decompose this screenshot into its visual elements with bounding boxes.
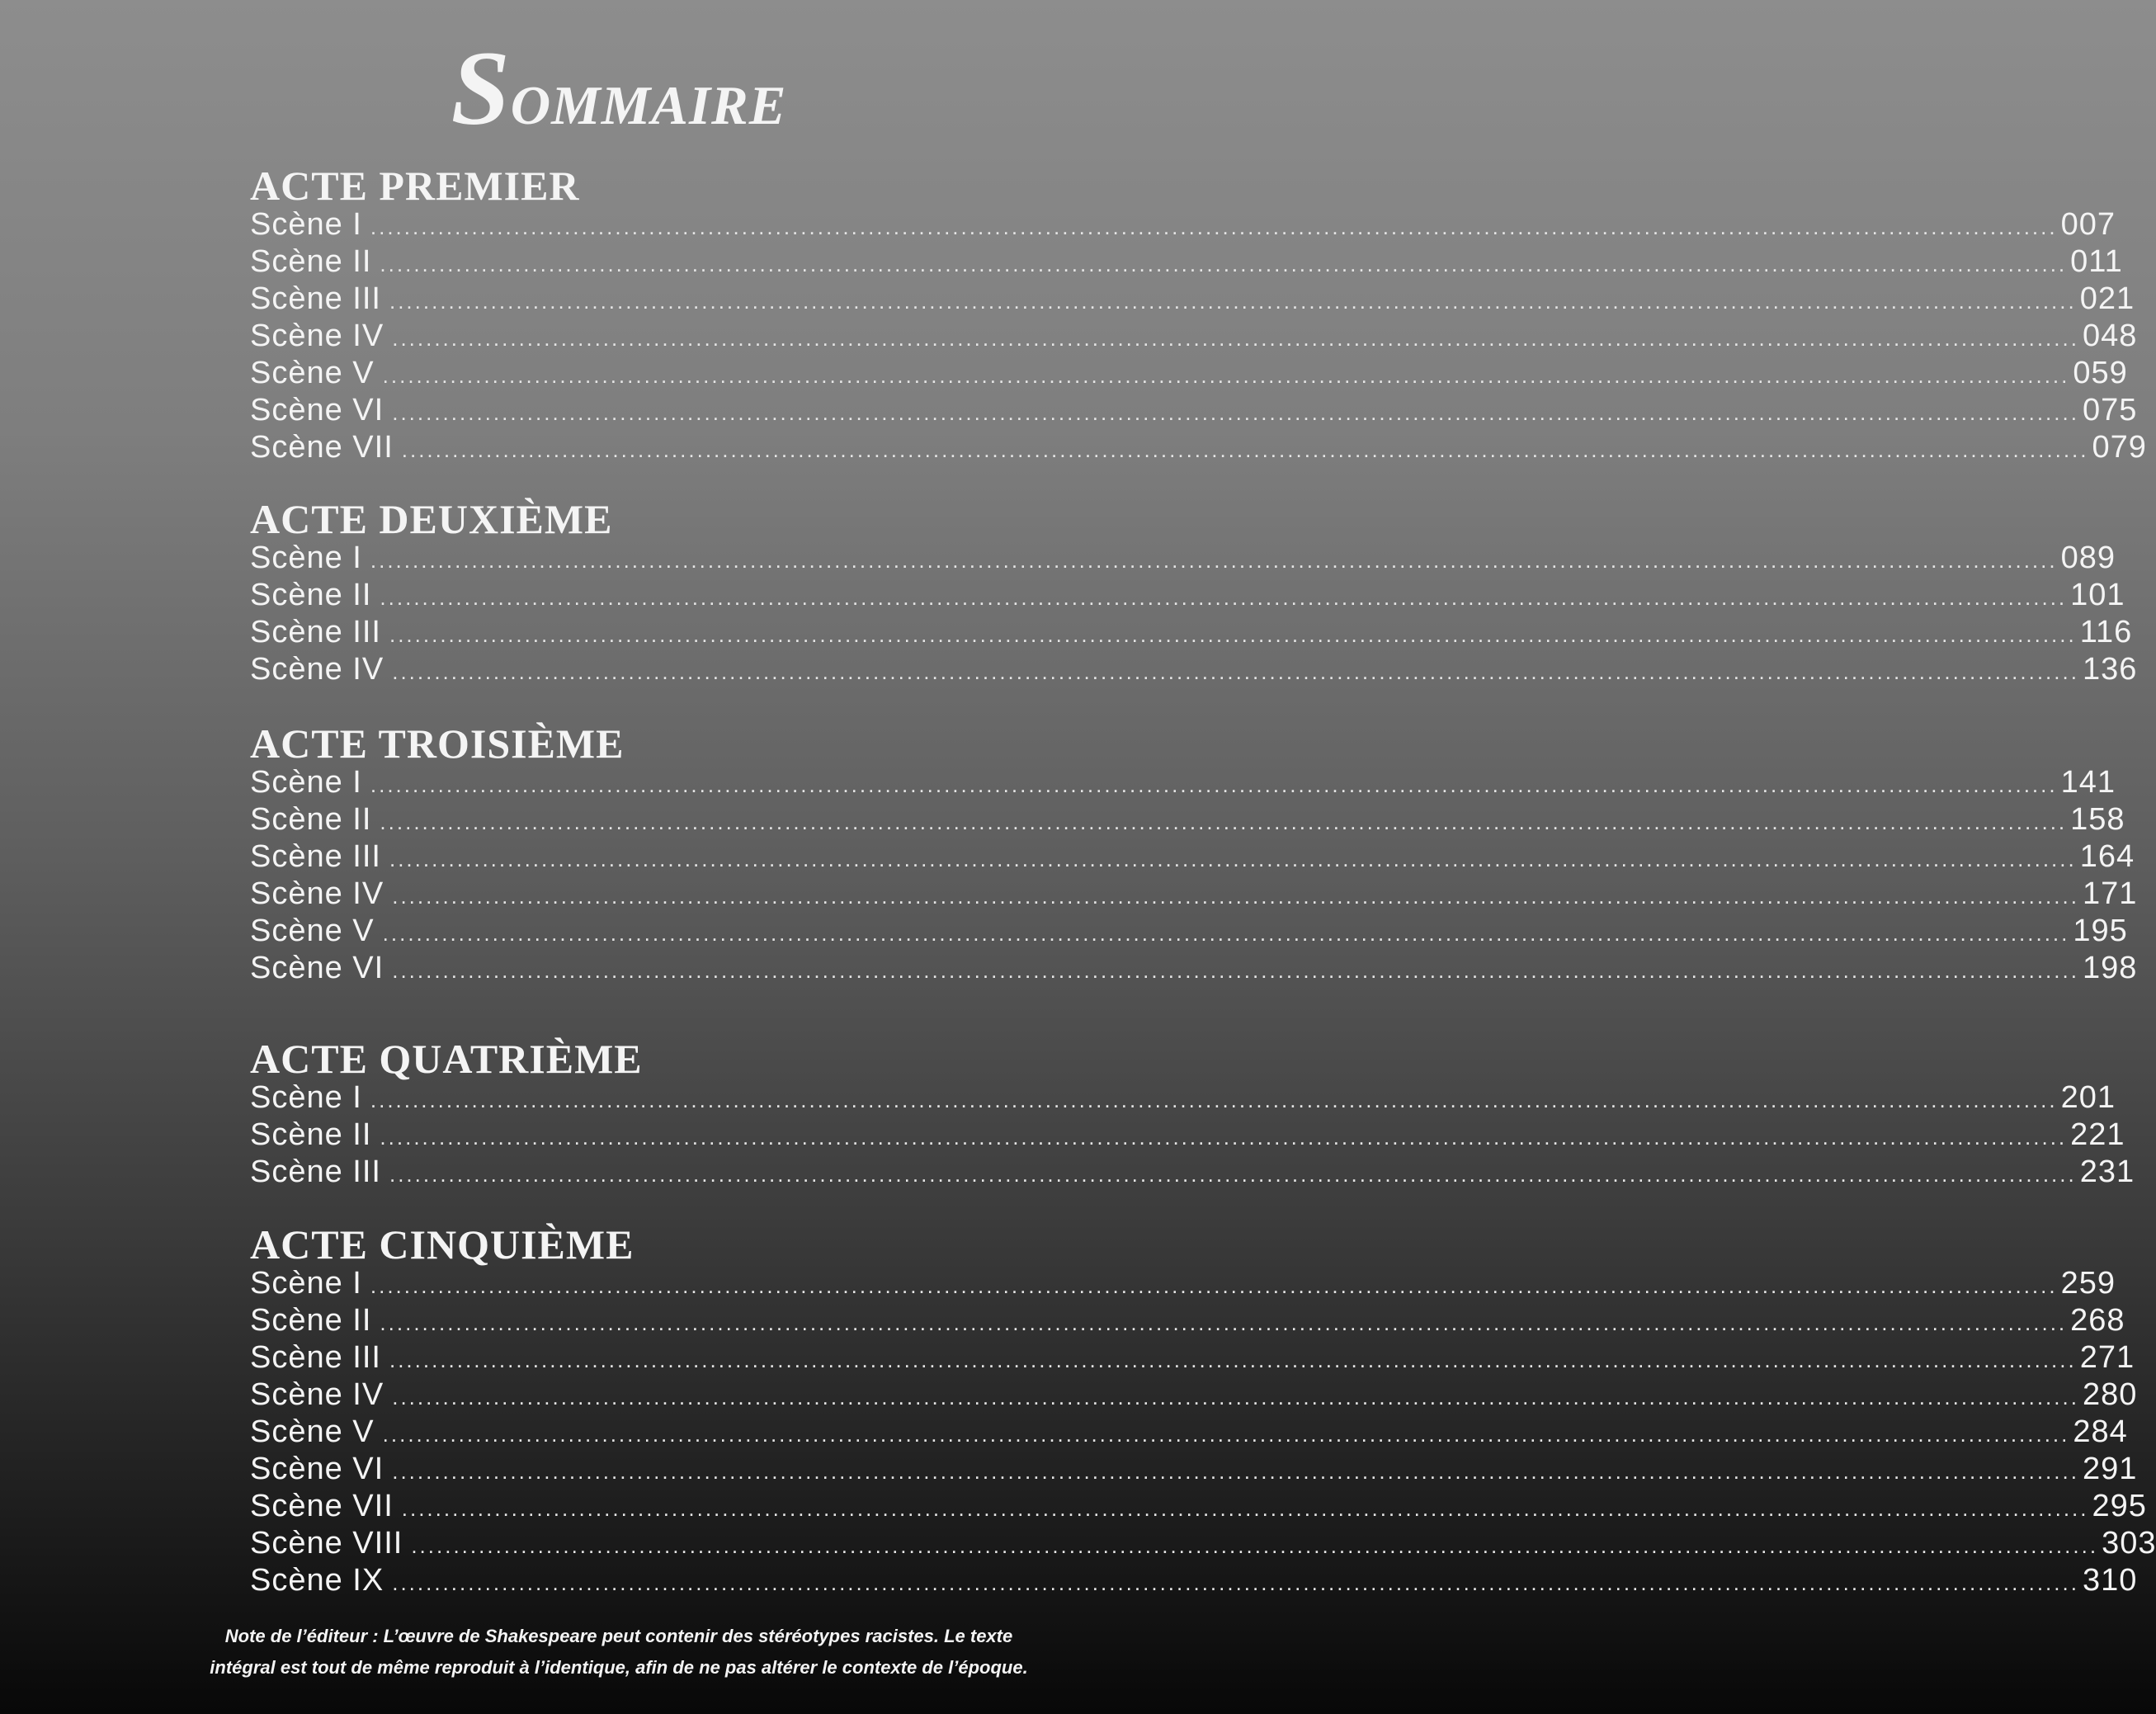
toc-entry[interactable] — [250, 801, 2125, 838]
scene-label: Scène VII — [250, 1489, 394, 1523]
scene-label: Scène III — [250, 281, 381, 316]
page-number: 231 — [2079, 1154, 2135, 1189]
dot-leader: ........................................................................................................................................................................................................ — [392, 1385, 2079, 1409]
page-number: 291 — [2082, 1452, 2138, 1486]
page-number: 198 — [2082, 951, 2138, 985]
scene-label: Scène VI — [250, 1452, 384, 1486]
scene-label: Scène IX — [250, 1563, 384, 1598]
page-number: 171 — [2082, 876, 2138, 911]
page-number: 295 — [2092, 1489, 2147, 1523]
scene-label: Scène IV — [250, 1377, 384, 1412]
dot-leader: ........................................................................................................................................................................................................ — [380, 1310, 2068, 1335]
scene-label: Scène II — [250, 802, 372, 837]
dot-leader: ........................................................................................................................................................................................................ — [382, 921, 2070, 946]
dot-leader: ........................................................................................................................................................................................................ — [392, 326, 2079, 351]
page-number: 021 — [2079, 281, 2135, 316]
dot-leader: ........................................................................................................................................................................................................ — [392, 958, 2079, 983]
page-number: 089 — [2060, 541, 2116, 575]
scene-label: Scène II — [250, 1303, 372, 1338]
toc-entry[interactable] — [250, 1265, 2116, 1302]
page-title-rest: ommaire — [510, 53, 787, 141]
toc-entry[interactable] — [250, 243, 2123, 281]
page-number: 284 — [2073, 1414, 2128, 1449]
dot-leader: ........................................................................................................................................................................................................ — [380, 585, 2068, 610]
dot-leader: ........................................................................................................................................................................................................ — [370, 215, 2058, 239]
toc-entry[interactable] — [250, 1414, 2128, 1451]
dot-leader: ........................................................................................................................................................................................................ — [392, 400, 2079, 425]
dot-leader: ........................................................................................................................................................................................................ — [389, 1348, 2077, 1372]
dot-leader: ........................................................................................................................................................................................................ — [382, 363, 2070, 388]
scene-label: Scène IV — [250, 652, 384, 687]
page-number: 007 — [2060, 207, 2116, 242]
toc-entry[interactable] — [250, 838, 2135, 876]
page-number: 136 — [2082, 652, 2138, 687]
scene-label: Scène V — [250, 1414, 375, 1449]
page-number: 158 — [2070, 802, 2125, 837]
page-number: 310 — [2082, 1563, 2138, 1598]
dot-leader: ........................................................................................................................................................................................................ — [370, 1273, 2058, 1298]
toc-entry[interactable] — [250, 950, 2138, 987]
page-title-initial: S — [451, 30, 511, 147]
scene-label: Scène III — [250, 839, 381, 874]
toc-entry[interactable] — [250, 614, 2133, 651]
toc-entry[interactable] — [250, 1488, 2147, 1525]
scene-label: Scène I — [250, 1080, 362, 1115]
page-number: 280 — [2082, 1377, 2138, 1412]
dot-leader: ........................................................................................................................................................................................................ — [370, 772, 2058, 797]
scene-label: Scène IV — [250, 876, 384, 911]
toc-entry[interactable] — [250, 1562, 2138, 1599]
toc-entry[interactable] — [250, 1339, 2135, 1376]
scene-label: Scène II — [250, 244, 372, 279]
scene-label: Scène I — [250, 1266, 362, 1301]
page-number: 268 — [2070, 1303, 2125, 1338]
page-number: 075 — [2082, 393, 2138, 427]
dot-leader: ........................................................................................................................................................................................................ — [389, 622, 2077, 647]
act-heading: ACTE DEUXIÈME — [250, 496, 613, 542]
dot-leader: ........................................................................................................................................................................................................ — [401, 1496, 2089, 1521]
scene-label: Scène V — [250, 356, 375, 390]
toc-entry[interactable] — [250, 281, 2135, 318]
toc-entry[interactable] — [250, 876, 2138, 913]
toc-entry[interactable] — [250, 1451, 2138, 1488]
act-section — [250, 720, 2138, 987]
editor-note-line-2: intégral est tout de même reproduit à l’identique, afin de ne pas altérer le contexte de l’époque. — [210, 1657, 1028, 1678]
scene-label: Scène III — [250, 615, 381, 649]
toc-entry[interactable] — [250, 1376, 2138, 1414]
scene-label: Scène I — [250, 541, 362, 575]
editor-note-line-1: Note de l’éditeur : L’œuvre de Shakespeare peut contenir des stéréotypes racistes. Le texte — [224, 1626, 1013, 1646]
toc-entry[interactable] — [250, 913, 2128, 950]
toc-entry[interactable] — [250, 206, 2116, 243]
page-number: 048 — [2082, 319, 2138, 353]
dot-leader: ........................................................................................................................................................................................................ — [370, 548, 2058, 573]
act-section — [250, 1036, 2135, 1191]
dot-leader: ........................................................................................................................................................................................................ — [401, 437, 2089, 462]
scene-label: Scène V — [250, 914, 375, 948]
dot-leader: ........................................................................................................................................................................................................ — [389, 847, 2077, 871]
toc-entry[interactable] — [250, 392, 2138, 429]
toc-entry[interactable] — [250, 577, 2125, 614]
scene-label: Scène I — [250, 765, 362, 800]
act-heading: ACTE QUATRIÈME — [250, 1036, 643, 1082]
page-number: 271 — [2079, 1340, 2135, 1375]
act-section — [250, 1221, 2156, 1599]
dot-leader: ........................................................................................................................................................................................................ — [392, 659, 2079, 684]
dot-leader: ........................................................................................................................................................................................................ — [380, 810, 2068, 834]
page-number: 303 — [2102, 1526, 2156, 1561]
page-number: 079 — [2092, 430, 2147, 465]
dot-leader: ........................................................................................................................................................................................................ — [382, 1422, 2070, 1447]
act-section — [250, 163, 2147, 466]
toc-entry[interactable] — [250, 540, 2116, 577]
act-heading: ACTE CINQUIÈME — [250, 1221, 635, 1268]
scene-label: Scène VI — [250, 393, 384, 427]
page-number: 141 — [2060, 765, 2116, 800]
dot-leader: ........................................................................................................................................................................................................ — [392, 1570, 2079, 1595]
act-heading: ACTE TROISIÈME — [250, 720, 625, 767]
dot-leader: ........................................................................................................................................................................................................ — [380, 1125, 2068, 1150]
toc-entry[interactable] — [250, 1525, 2156, 1562]
toc-entry[interactable] — [250, 429, 2147, 466]
page-title — [0, 30, 1238, 151]
toc-entry[interactable] — [250, 1079, 2116, 1117]
toc-entry[interactable] — [250, 1302, 2125, 1339]
page-number: 101 — [2070, 578, 2125, 612]
toc-entry[interactable] — [250, 318, 2138, 355]
dot-leader: ........................................................................................................................................................................................................ — [411, 1533, 2099, 1558]
toc-entry[interactable] — [250, 764, 2116, 801]
toc-entry[interactable] — [250, 651, 2138, 688]
toc-entry[interactable] — [250, 1117, 2125, 1154]
dot-leader: ........................................................................................................................................................................................................ — [389, 1162, 2077, 1187]
dot-leader: ........................................................................................................................................................................................................ — [392, 884, 2079, 909]
page-number: 195 — [2073, 914, 2128, 948]
page-number: 201 — [2060, 1080, 2116, 1115]
scene-label: Scène VIII — [250, 1526, 403, 1561]
scene-label: Scène II — [250, 578, 372, 612]
page-number: 116 — [2079, 615, 2133, 649]
page-number: 221 — [2070, 1117, 2125, 1152]
scene-label: Scène I — [250, 207, 362, 242]
toc-entry[interactable] — [250, 355, 2128, 392]
page-number: 011 — [2070, 244, 2123, 279]
scene-label: Scène VII — [250, 430, 394, 465]
scene-label: Scène VI — [250, 951, 384, 985]
scene-label: Scène II — [250, 1117, 372, 1152]
dot-leader: ........................................................................................................................................................................................................ — [389, 289, 2077, 314]
dot-leader: ........................................................................................................................................................................................................ — [380, 252, 2068, 276]
scene-label: Scène III — [250, 1340, 381, 1375]
page-number: 164 — [2079, 839, 2135, 874]
act-section — [250, 496, 2138, 688]
page-number: 059 — [2073, 356, 2128, 390]
dot-leader: ........................................................................................................................................................................................................ — [370, 1088, 2058, 1112]
dot-leader: ........................................................................................................................................................................................................ — [392, 1459, 2079, 1484]
page-number: 259 — [2060, 1266, 2116, 1301]
act-heading: ACTE PREMIER — [250, 163, 580, 209]
scene-label: Scène III — [250, 1154, 381, 1189]
scene-label: Scène IV — [250, 319, 384, 353]
toc-entry[interactable] — [250, 1154, 2135, 1191]
